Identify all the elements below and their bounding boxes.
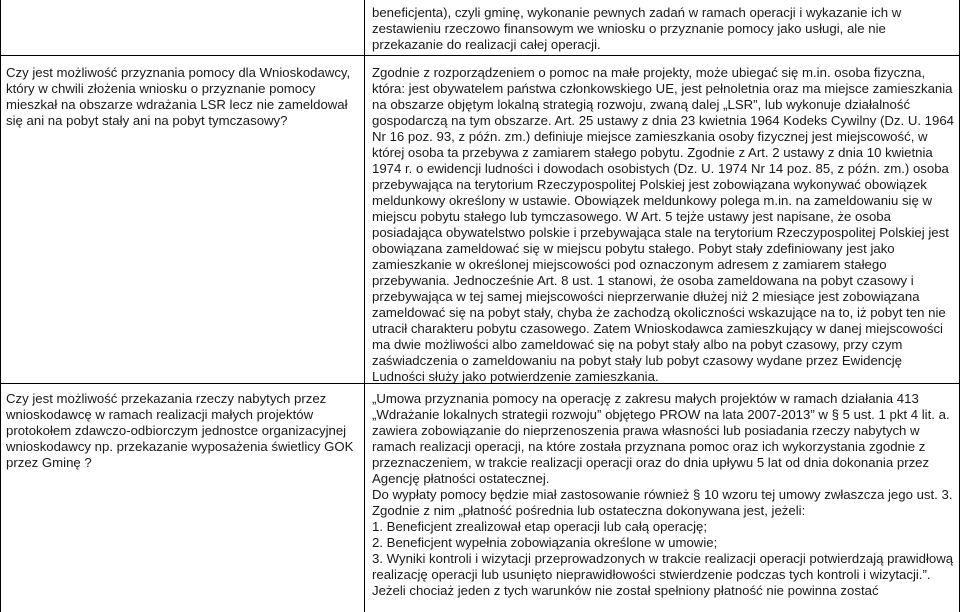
answer-text: beneficjenta), czyli gminę, wykonanie pewnych zadań w ramach operacji i wykazanie ich w zestawieniu rzeczowo finansowym we wniosku o przyznanie pomocy jako usługi, ale nie przekazanie do realizacji całej operacji.	[372, 5, 902, 52]
answer-cell-transfer	[372, 391, 954, 599]
question-cell-residence	[6, 65, 358, 129]
answer-text: Zgodnie z rozporządzeniem o pomoc na małe projekty, może ubiegać się m.in. osoba fizyczna, która: jest obywatelem państwa członkowskiego UE, jest pełnoletnia oraz ma miejsce zamieszkania na obszarze objętym lokalną strategią rozwoju, zwaną dalej „LSR”, lub wykonuje działalność gospodarczą na tym obszarze. Art. 25 ustawy z dnia 23 kwietnia 1964 Kodeks Cywilny (Dz. U. 1964 Nr 16 poz. 93, z późn. zm.) definiuje miejsce zamieszkania osoby fizycznej jest miejscowość, w której osoba ta przebywa z zamiarem stałego pobytu. Zgodnie z Art. 2 ustawy z dnia 10 kwietnia 1974 r. o ewidencji ludności i dowodach osobistych (Dz. U. 1974 Nr 14 poz. 85, z późn. zm.) osoba przebywająca na terytorium Rzeczypospolitej Polskiej jest zobowiązana wykonywać obowiązek meldunkowy określony w ustawie. Obowiązek meldunkowy polega m.in. na zameldowaniu się w miejscu pobytu stałego lub tymczasowego. W Art. 5 tejże ustawy jest napisane, że osoba posiadająca obywatelstwo polskie i przebywająca stale na terytorium Rzeczypospolitej Polskiej jest obowiązana zameldować się w miejscu pobytu stałego. Pobyt stały zdefiniowany jest jako zamieszkanie w określonej miejscowości pod oznaczonym adresem z zamiarem stałego przebywania. Jednocześnie Art. 8 ust. 1 stanowi, że osoba zameldowana na pobyt czasowy i przebywająca w tej samej miejscowości nieprzerwanie dłużej niż 2 miesiące jest zobowiązana zameldować się na pobyt stały, chyba że zachodzą okoliczności wskazujące na to, iż pobyt ten nie utracił charakteru pobytu czasowego. Zatem Wnioskodawca zamieszkujący w danej miejscowości ma dwie możliwości albo zameldować się na pobyt stały albo na pobyt czasowy, przy czym zaświadczenia o zameldowaniu na pobyt stały lub pobyt czasowy wydane przez Ewidencję Ludności służy jako potwierdzenie zamieszkania.	[372, 65, 955, 384]
answer-paragraph: Jeżeli chociaż jeden z tych warunków nie został spełniony płatność nie powinna zostać	[372, 583, 879, 598]
table-column-divider	[364, 0, 365, 612]
answer-list-item: 2. Beneficjent wypełnia zobowiązania określone w umowie;	[372, 535, 718, 550]
answer-list-item: 3. Wyniki kontroli i wizytacji przeprowadzonych w trakcie realizacji operacji potwierdzają prawidłową realizację operacji lub usunięto nieprawidłowości stwierdzenie podczas tych kontroli i wizytacji.”.	[372, 551, 954, 582]
answer-paragraph: „Umowa przyznania pomocy na operację z zakresu małych projektów w ramach działania 413 „Wdrażanie lokalnych strategii rozwoju” objętego PROW na lata 2007-2013” w § 5 ust. 1 pkt 4 lit. a. zawiera zobowiązanie do nieprzenoszenia prawa własności lub posiadania rzeczy nabytych w ramach realizacji operacji, na które została przyznana pomoc oraz ich wykorzystania zgodnie z przeznaczeniem, w trakcie realizacji operacji oraz do dnia upływu 5 lat od dnia dokonania przez Agencję płatności ostatecznej.	[372, 391, 950, 486]
answer-cell-continued	[372, 5, 954, 53]
answer-paragraph: Do wypłaty pomocy będzie miał zastosowanie również § 10 wzoru tej umowy zwłaszcza jego ust. 3. Zgodnie z nim „płatność pośrednia lub ostateczna dokonywana jest, jeżeli:	[372, 487, 953, 518]
answer-list-item: 1. Beneficjent zrealizował etap operacji lub całą operację;	[372, 519, 708, 534]
question-cell-transfer	[6, 391, 358, 471]
table-row-divider	[0, 55, 960, 56]
table-border-left	[0, 0, 1, 612]
question-text: Czy jest możliwość przekazania rzeczy nabytych przez wnioskodawcę w ramach realizacji małych projektów protokołem zdawczo-odbiorczym jednostce organizacyjnej wnioskodawcy np. przekazanie wyposażenia świetlicy GOK przez Gminę ?	[6, 391, 354, 470]
answer-cell-residence	[372, 65, 954, 385]
question-text: Czy jest możliwość przyznania pomocy dla Wnioskodawcy, który w chwili złożenia wniosku o przyznanie pomocy mieszkał na obszarze wdrażania LSR lecz nie zameldował się ani na pobyt stały ani na pobyt tymczasowy?	[6, 65, 351, 128]
